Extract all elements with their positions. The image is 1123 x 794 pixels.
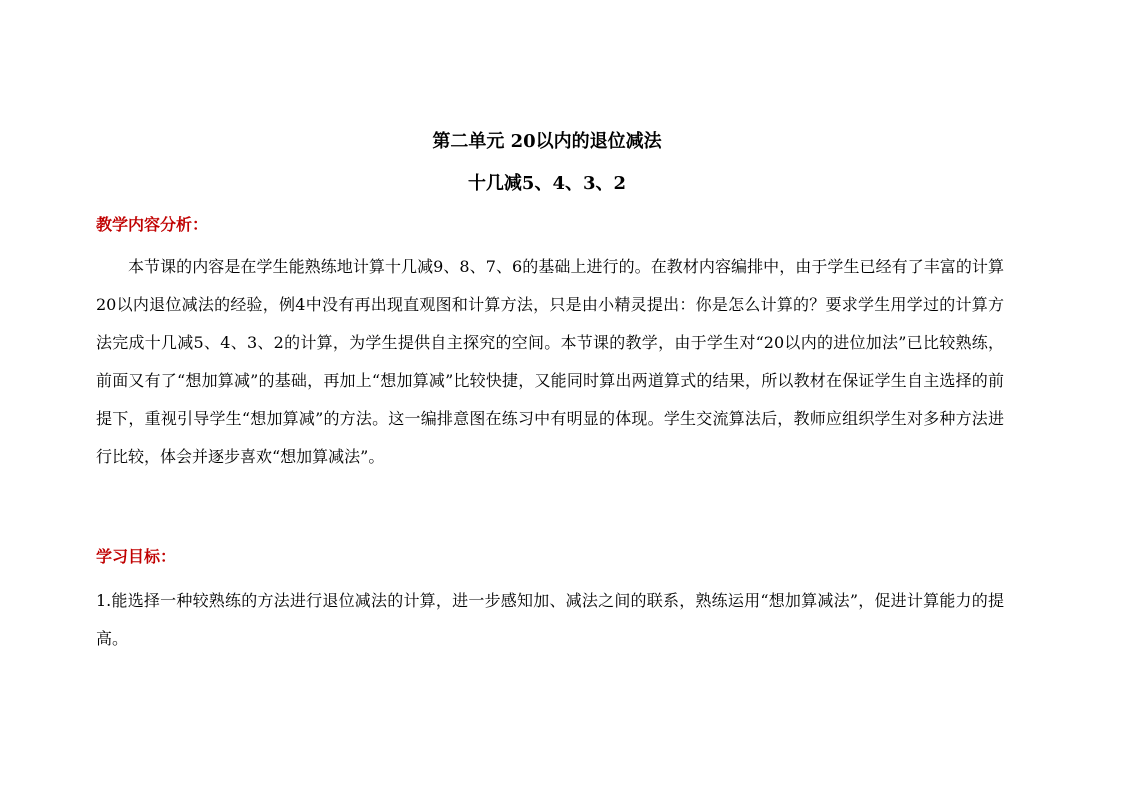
learning-goal-item: 1.能选择一种较熟练的方法进行退位减法的计算，进一步感知加、减法之间的联系，熟练运用“想加算减法”，促进计算能力的提高。 xyxy=(96,591,1004,648)
section-heading-learning-goals: 学习目标： xyxy=(96,547,177,566)
document-subtitle: 十几减5、4、3、2 xyxy=(467,173,627,194)
document-title: 第二单元 20以内的退位减法 xyxy=(432,131,662,152)
content-analysis-paragraph: 本节课的内容是在学生能熟练地计算十几减9、8、7、6的基础上进行的。在教材内容编排中，由于学生已经有了丰富的计算20以内退位减法的经验，例4中没有再出现直观图和计算方法，只是由小精灵提出：你是怎么计算的？要求学生用学过的计算方法完成十几减5、4、3、2的计算，为学生提供自主探究的空间。本节课的教学，由于学生对“20以内的进位加法”已比较熟练，前面又有了“想加算减”的基础，再加上“想加算减”比较快捷，又能同时算出两道算式的结果，所以教材在保证学生自主选择的前提下，重视引导学生“想加算减”的方法。这一编排意图在练习中有明显的体现。学生交流算法后，教师应组织学生对多种方法进行比较，体会并逐步喜欢“想加算减法”。 xyxy=(96,257,1004,466)
section-heading-content-analysis: 教学内容分析： xyxy=(96,215,209,234)
